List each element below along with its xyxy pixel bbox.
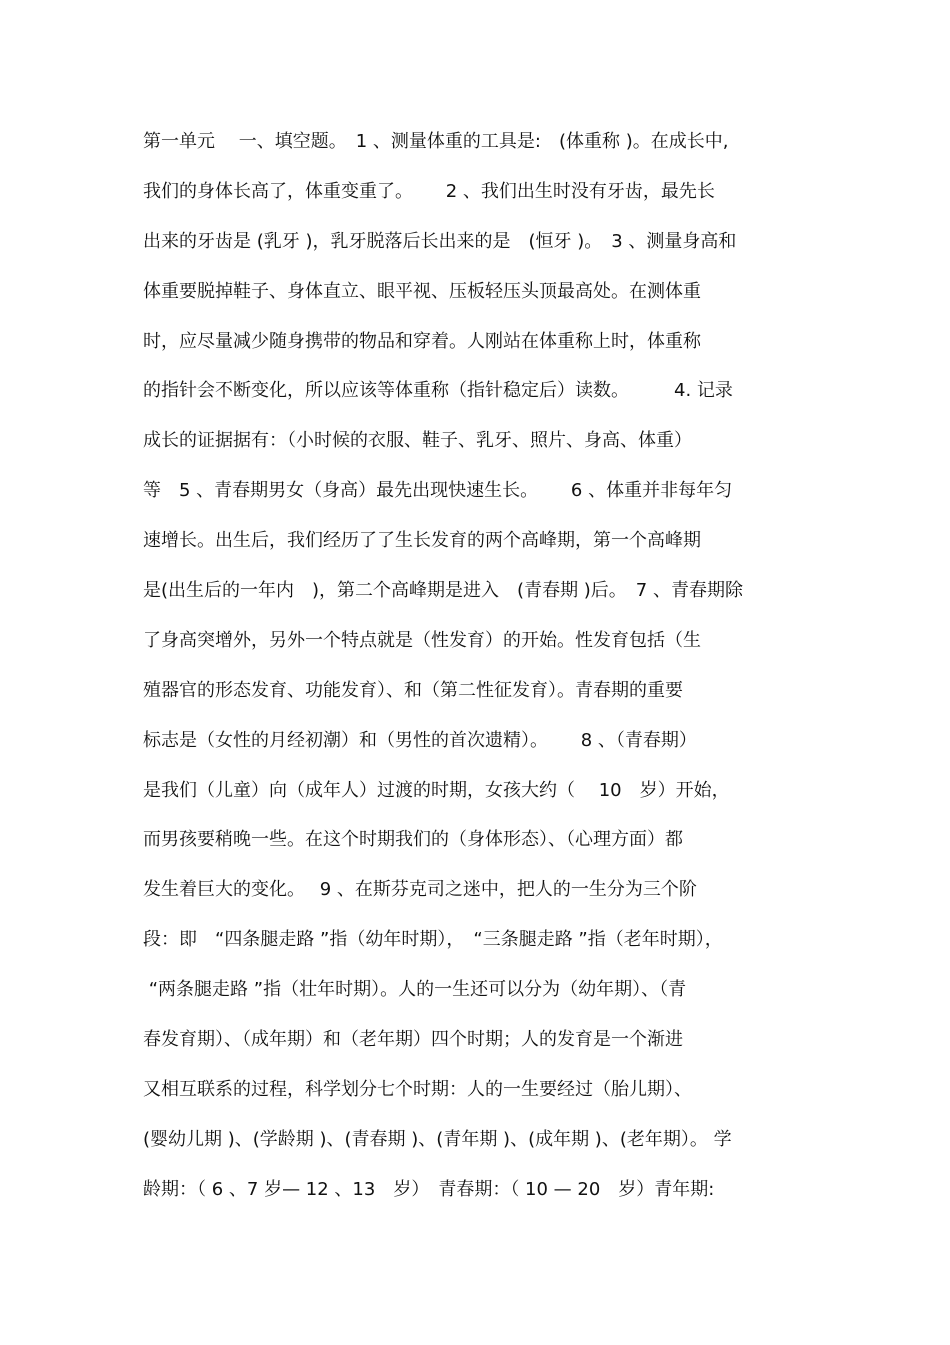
text-line: 发生着巨大的变化。 9 、在斯芬克司之迷中，把人的一生分为三个阶 (143, 879, 697, 901)
text-line: 第一单元 一、填空题。 1 、测量体重的工具是: (体重称 )。在成长中, (143, 131, 729, 152)
text-line: 出来的牙齿是 (乳牙 )，乳牙脱落后长出来的是 (恒牙 )。 3 、测量身高和 (143, 230, 737, 252)
text-line: 我们的身体长高了，体重变重了。 2 、我们出生时没有牙齿，最先长 (143, 180, 715, 202)
body-text (143, 125, 823, 1223)
text-line: 是(出生后的一年内 )，第二个高峰期是进入 (青春期 )后。 7 、青春期除 (143, 580, 743, 602)
text-line: 等 5 、青春期男女（身高）最先出现快速生长。 6 、体重并非每年匀 (143, 480, 733, 502)
text-line: 春发育期）、（成年期）和（老年期）四个时期；人的发育是一个渐进 (143, 1029, 683, 1051)
text-line: 段：即 “四条腿走路 ”指（幼年时期）， “三条腿走路 ”指（老年时期）， (143, 929, 723, 951)
text-line: 体重要脱掉鞋子、身体直立、眼平视、压板轻压头顶最高处。在测体重 (143, 280, 701, 302)
text-line: 又相互联系的过程，科学划分七个时期：人的一生要经过（胎儿期）、 (143, 1078, 692, 1100)
text-line: 标志是（女性的月经初潮）和（男性的首次遗精）。 8 、（青春期） (143, 729, 697, 751)
text-line: 时，应尽量减少随身携带的物品和穿着。人刚站在体重称上时，体重称 (143, 330, 701, 352)
text-line: 而男孩要稍晚一些。在这个时期我们的（身体形态）、（心理方面）都 (143, 829, 683, 851)
text-line: 速增长。出生后，我们经历了了生长发育的两个高峰期，第一个高峰期 (143, 530, 701, 552)
text-line: 了身高突增外，另外一个特点就是（性发育）的开始。性发育包括（生 (143, 629, 701, 651)
text-line: (婴幼儿期 )、(学龄期 )、(青春期 )、(青年期 )、(成年期 )、(老年期）。 学 (143, 1128, 732, 1150)
text-line: 成长的证据据有：（小时候的衣服、鞋子、乳牙、照片、身高、体重） (143, 430, 692, 452)
text-line: 的指针会不断变化，所以应该等体重称（指针稳定后）读数。 4. 记录 (143, 380, 733, 402)
text-line: “两条腿走路 ”指（壮年时期）。人的一生还可以分为（幼年期）、（青 (143, 979, 687, 1001)
text-line: 是我们（儿童）向（成年人）过渡的时期，女孩大约（ 10 岁）开始， (143, 779, 730, 801)
text-line: 龄期：（ 6 、7 岁— 12 、13 岁） 青春期：（ 10 — 20 岁）青年期: (143, 1178, 715, 1200)
text-line: 殖器官的形态发育、功能发育）、和（第二性征发育）。青春期的重要 (143, 679, 683, 701)
